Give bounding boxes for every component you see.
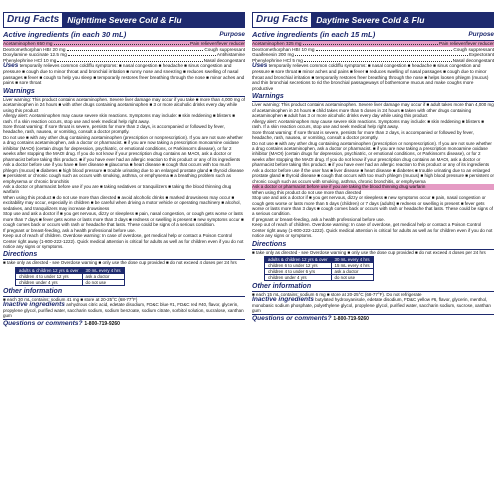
inactive-text: butylated hydroxyanisole, edetate disodium, FD&C yellow #6, flavor, glycerin, menthol, monobasic sodium phosphate, polyethylene glycol, propylene glycol, purified water, saccharin sodium, sucrose, xanthan gum (252, 297, 491, 314)
ingredient-purpose: Pain reliever/fever reducer (439, 41, 494, 46)
active-ingredients-list (252, 41, 494, 63)
directions-intro: ■ take only as directed - see Overdose warning ■ only use the dose cup provided ■ do not exceed 4 doses per 24 hrs (252, 249, 486, 255)
drug-facts-title: Drug Facts (252, 12, 312, 28)
warning-paragraph: Keep out of reach of children. Overdose warning: In case of overdose, get medical help or contact a Poison Control Center right away (1-800-222-1222). Quick medical attention is critical for adults as well as for children even if you do not notice any signs or symptoms. (3, 233, 244, 249)
dose-age: children 6 to under 12 yrs (265, 263, 332, 269)
directions-intro: ■ take only as directed - see Overdose warning ■ only use the dose cup provided ■ do not exceed 4 doses per 24 hrs (3, 260, 237, 266)
product-name: Daytime Severe Cold & Flu (312, 12, 494, 28)
ingredient-name: Doxylamine succinate 12.5 mg (3, 52, 67, 58)
warning-paragraph: If pregnant or breast-feeding, ask a health professional before use. (3, 227, 136, 233)
active-ingredients-title: Active ingredients (in each 30 mL) (3, 30, 127, 39)
ingredient-name: Dextromethorphan HBr 10 mg (252, 46, 315, 52)
dose-table (264, 256, 374, 281)
daytime-panel (252, 12, 494, 490)
dose-age: children under 4 yrs (16, 279, 83, 285)
active-ingredients-header (3, 30, 245, 41)
warning-paragraph: If pregnant or breast-feeding, ask a health professional before use. (252, 216, 385, 222)
questions-line (252, 314, 494, 323)
ingredient-purpose: Antihistamine (216, 52, 245, 58)
dose-amount: 30 mL every 4 hrs (82, 267, 124, 273)
warning-paragraph: When using this product ■ do not use more than directed ■ avoid alcoholic drinks ■ marked drowsiness may occur ■ excitability may occur, especially in children ■ be careful when driving a motor vehicle or operating machinery ■ alcohol, sedatives, and tranquilizers may increase drowsiness (3, 194, 241, 211)
warning-paragraph: Ask a doctor or pharmacist before use if you are taking the blood thinning drug warfarin (252, 184, 494, 189)
uses-section (3, 63, 245, 85)
table-row (265, 275, 374, 281)
inactive-text: anhydrous citric acid, edetate disodium, FD&C blue #1, FD&C red #40, flavor, glycerin, propylene glycol, purified water, saccharin sodium, sodium benzoate, sodium citrate, sorbitol solution, sucralose, xanthan gum (3, 302, 244, 318)
inactive-title: Inactive ingredients (252, 296, 314, 304)
dose-age: children under 4 yrs (265, 275, 332, 281)
warning-paragraph: Allergy alert: Acetaminophen may cause severe skin reactions. Symptoms may include: ■ skin reddening ■ blisters ■ rash. If a skin reaction occurs, stop use and seek medical help right away. (252, 118, 485, 130)
other-info-title: Other information (252, 282, 494, 292)
questions-title: Questions or comments? (252, 315, 332, 323)
other-info-title: Other information (3, 287, 245, 297)
ingredient-name: Acetaminophen 325 mg (252, 41, 302, 46)
ingredient-purpose: Nasal decongestant (203, 57, 245, 63)
dose-age: adults & children 12 yrs & over (265, 257, 332, 263)
dose-amount: ask a doctor (82, 273, 124, 279)
inactive-ingredients (252, 297, 494, 313)
dose-age: adults & children 12 yrs & over (16, 267, 83, 273)
warnings-section (3, 97, 245, 250)
ingredient-purpose: Nasal decongestant (452, 57, 494, 63)
dose-amount: ask a doctor (331, 269, 373, 275)
nighttime-panel (3, 12, 245, 490)
directions-title: Directions (3, 250, 245, 260)
warning-paragraph: Allergy alert: Acetaminophen may cause severe skin reactions. Symptoms may include: ■ skin reddening ■ blisters ■ rash. If a skin reaction occurs, stop use and seek medical help right away. (3, 113, 236, 124)
inactive-ingredients (3, 302, 245, 318)
inactive-title: Inactive ingredients (3, 301, 65, 309)
dose-amount: 15 mL every 4 hrs (331, 263, 373, 269)
warning-paragraph: Do not use ■ with any other drug containing acetaminophen (prescription or nonprescription). If you are not sure whether a drug contains acetaminophen, ask a doctor or pharmacist. ■ if you are now taking a prescription monoamine oxidase inhibitor (MAOI) (certain drugs for depression, psychiatric, or emotional conditions, or Parkinson's disease), or for 2 weeks after stopping the MAOI drug. If you do not know if your prescription drug contains an MAOI, ask a doctor or pharmacist before taking this product. ■ if you have ever had an allergic reaction to this product or any of its ingredients (3, 134, 243, 162)
ingredient-purpose: Cough suppressant (453, 46, 494, 52)
warning-paragraph: Ask a doctor before use if the user has ■ liver disease ■ heart disease ■ diabetes ■ trouble urinating due to an enlarged prostate gland ■ thyroid disease ■ cough that occurs with too much phlegm (mucus) ■ high blood pressure ■ persistent or chronic cough such as occurs with smoking, asthma, chronic bronchitis, or emphysema (252, 167, 494, 184)
dose-amount: do not use (331, 275, 373, 281)
phone-number: 1-800-719-9260 (84, 321, 120, 328)
ingredient-name: Phenylephrine HCl 5 mg (252, 57, 303, 63)
warning-paragraph: Sore throat warning: If sore throat is severe, persists for more than 2 days, is accompanied or followed by fever, headache, rash, nausea, or vomiting, consult a doctor promptly. (252, 129, 474, 141)
active-ingredients-header (252, 30, 494, 41)
ingredient-purpose: Expectorant (468, 52, 494, 58)
ingredient-name: Phenylephrine HCl 10 mg (3, 57, 57, 63)
ingredient-purpose: Pain reliever/fever reducer (190, 41, 245, 46)
uses-text: temporarily relieves common cold/flu symptoms: ■ nasal congestion ■ headache ■ sinus congestion and pressure ■ cough due to minor throat and bronchial irritation ■ runny nose and sneezing ■ reduces swelling of nasal passages ■ fever ■ cough to help you sleep ■ temporarily restores freer breathing through the nose ■ minor aches and pains ■ sore throat (3, 63, 245, 86)
uses-title: Uses (3, 62, 19, 70)
ingredient-name: Dextromethorphan HBr 20 mg (3, 46, 66, 52)
dose-amount: 30 mL every 4 hrs (331, 257, 373, 263)
warning-paragraph: Stop use and ask a doctor if ■ you get nervous, dizzy or sleepless ■ pain, nasal congestion, or cough gets worse or lasts more than 7 days ■ fever gets worse or lasts more than 3 days ■ redness or swelling is present ■ new symptoms occur ■ cough comes back or occurs with rash or headache that lasts. These could be signs of a serious condition. (3, 211, 244, 228)
active-ingredients-list (3, 41, 245, 63)
uses-section (252, 63, 494, 91)
warning-paragraph: Ask a doctor or pharmacist before use if you are ■ taking sedatives or tranquilizers ■ taking the blood thinning drug warfarin (3, 184, 232, 195)
uses-text: temporarily relieves common cold/flu symptoms: ■ nasal congestion ■ headache ■ sinus congestion and pressure ■ sore throat ■ minor aches and pains ■ fever ■ reduces swelling of nasal passages ■ cough due to minor throat and bronchial irritation ■ temporarily restores freer breathing through the nose ■ helps loosen phlegm (mucus) and thin bronchial secretions to rid the bronchial passageways of bothersome mucus and make coughs more productive (252, 63, 489, 91)
warning-paragraph: Keep out of reach of children. Overdose warning: In case of overdose, get medical help or contact a Poison Control Center right away (1-800-222-1222). Quick medical attention is critical for adults as well as for children even if you do not notice any signs or symptoms. (252, 222, 493, 239)
drug-facts-title: Drug Facts (3, 12, 63, 28)
warning-paragraph: Liver warning: This product contains acetaminophen. Severe liver damage may occur if ■ adult takes more than 4,000 mg of acetaminophen in 24 hours ■ child takes more than 5 doses in 24 hours ■ taken with other drugs containing acetaminophen ■ adult has 3 or more alcoholic drinks every day while using this product (252, 102, 494, 119)
other-info-text: ■ each 15 mL contains: sodium 6 mg ■ store at 20-25°C (68-77°F). Do not refrigerate (252, 292, 422, 298)
dose-age: children 4 to under 6 yrs (265, 269, 332, 275)
warning-paragraph: Ask a doctor before use if you have ■ liver disease ■ glaucoma ■ heart disease ■ cough that occurs with too much phlegm (mucus) ■ diabetes ■ high blood pressure ■ trouble urinating due to an enlarged prostate gland ■ thyroid disease ■ persistent or chronic cough such as occurs with smoking, asthma, or emphysema ■ a breathing problem such as emphysema or chronic bronchitis (3, 162, 244, 184)
table-row (265, 257, 374, 263)
phone-number: 1-800-719-9260 (333, 316, 369, 323)
warning-paragraph: Sore throat warning: If sore throat is severe, persists for more than 2 days, is accompanied or followed by fever, headache, rash, nausea, or vomiting, consult a doctor promptly. (3, 124, 225, 135)
warnings-section (252, 102, 494, 238)
dose-age: children 4 to under 12 yrs (16, 273, 83, 279)
warning-paragraph: Liver warning: This product contains acetaminophen. Severe liver damage may occur if you take ■ more than 4,000 mg of acetaminophen in 24 hours ■ with other drugs containing acetaminophen ■ 3 or more alcoholic drinks every day while using this product (3, 96, 245, 113)
questions-title: Questions or comments? (3, 320, 83, 328)
purpose-title: Purpose (468, 31, 494, 38)
warning-paragraph: Stop use and ask a doctor if ■ you get nervous, dizzy or sleepless ■ new symptoms occur ■ pain, nasal congestion or cough gets worse or lasts more than 5 days (children) or 7 days (adults) ■ redness or swelling is present ■ fever gets worse or lasts more than 3 days ■ cough comes back or occurs with rash or headache that lasts. These could be signs of a serious condition. (252, 195, 494, 217)
dose-table (15, 267, 125, 286)
warning-paragraph: When using this product do not use more than directed (252, 189, 362, 195)
warnings-title: Warnings (252, 92, 494, 102)
ingredient-name: Acetaminophen 650 mg (3, 41, 53, 46)
panel-header (3, 12, 245, 28)
other-info-text: ■ each 30 mL contains: sodium 41 mg ■ store at 20-25°C (68-77°F) (3, 296, 138, 302)
dose-amount: do not use (82, 279, 124, 285)
ingredient-name: Guaifenesin 200 mg (252, 52, 294, 58)
uses-title: Uses (252, 62, 268, 70)
panel-header (252, 12, 494, 28)
product-name: Nighttime Severe Cold & Flu (63, 12, 245, 28)
purpose-title: Purpose (219, 31, 245, 38)
questions-line (3, 319, 245, 328)
warning-paragraph: Do not use ■ with any other drug containing acetaminophen (prescription or nonprescription). If you are not sure whether a drug contains acetaminophen, ask a doctor or pharmacist. ■ if you are now taking a prescription monoamine oxidase inhibitor (MAOI) (certain drugs for depression, psychiatric, or emotional conditions, or Parkinson's disease), or for 2 weeks after stopping the MAOI drug. If you do not know if your prescription drug contains an MAOI, ask a doctor or pharmacist before taking this product. ■ if you have ever had an allergic reaction to this product or any of its ingredients (252, 140, 492, 168)
table-row (16, 279, 125, 285)
directions-title: Directions (252, 240, 494, 250)
warnings-title: Warnings (3, 87, 245, 97)
active-ingredients-title: Active ingredients (in each 15 mL) (252, 30, 376, 39)
ingredient-purpose: Cough suppressant (204, 46, 245, 52)
table-row (16, 267, 125, 273)
